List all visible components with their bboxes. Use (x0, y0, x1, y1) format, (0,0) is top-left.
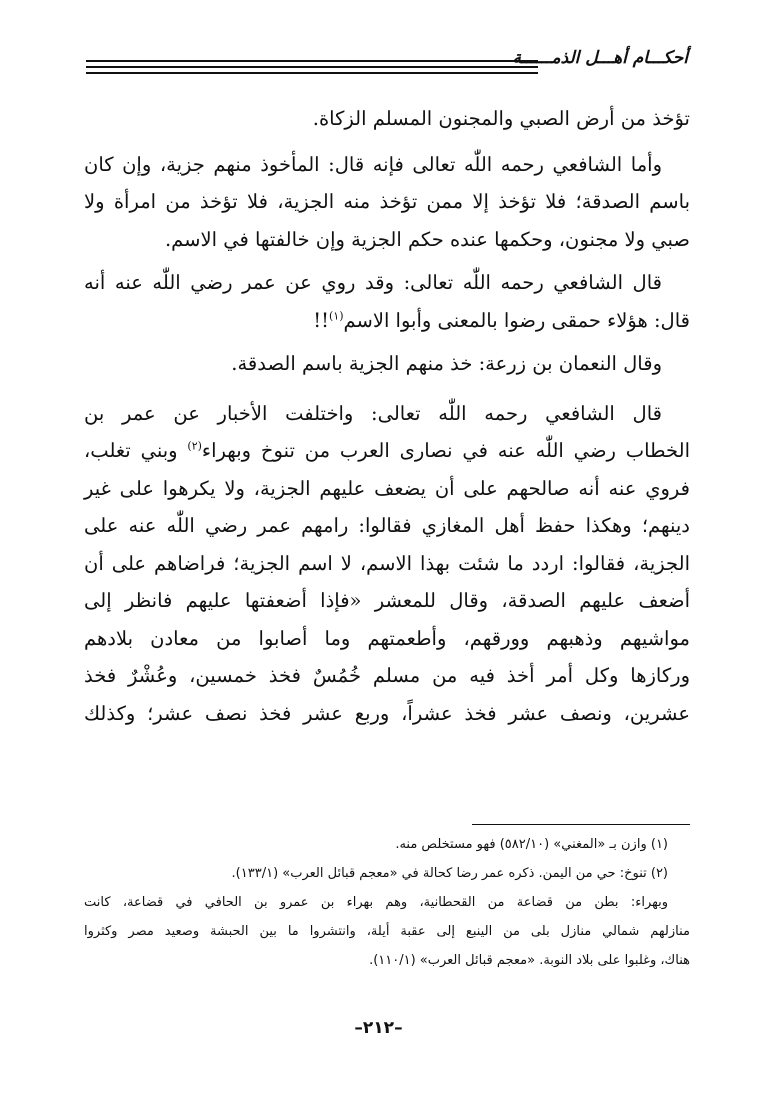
paragraph-4 (84, 345, 690, 383)
paragraph-1 (84, 100, 690, 138)
footnote-separator (472, 824, 690, 825)
paragraph-3-continued (84, 302, 690, 340)
text-segment: وبني تغلب، (84, 439, 188, 462)
text-segment: !! (313, 308, 329, 332)
paragraph-2-continued (84, 183, 690, 258)
text-line: قال الشافعي رحمه اللّٰه تعالى: وقد روي عن عمر رضي اللّٰه عنه أنه (84, 271, 662, 294)
footnote-2-continued (84, 888, 690, 975)
text-line: دينهم؛ وهكذا حفظ أهل المغازي فقالوا: رامهم عمر رضي اللّٰه عنه على (84, 514, 690, 537)
footnote-text: وبهراء: بطن من قضاعة من القحطانية، وهم بهراء بن عمرو بن الحافي في قضاعة، كانت (84, 895, 668, 910)
text-line: الجزية، فقالوا: اردد ما شئت بهذا الاسم، لا اسم الجزية؛ فراضاهم على أن (84, 551, 690, 575)
main-text (84, 100, 690, 732)
text-line: صبي ولا مجنون، وحكمها عنده حكم الجزية وإن خالفتها في الاسم. (164, 227, 690, 251)
footnote-text: منازلهم شمالي منازل بلى من الينبع إلى عقبة أيلة، وانتشروا ما بين الحبشة وصعيد مصر وكثروا (84, 924, 690, 939)
running-header-title: أحكـــام أهـــل الذمــــــة (512, 48, 688, 68)
page-number: –٢١٢– (354, 1018, 403, 1038)
text-line: باسم الصدقة؛ فلا تؤخذ إلا ممن تؤخذ منه الجزية، فلا تؤخذ من امرأة ولا (84, 190, 690, 213)
text-segment: الخطاب رضي اللّٰه عنه في نصارى العرب من تنوخ وبهراء (201, 439, 690, 462)
footnote-ref-1: (١) (328, 309, 344, 322)
text-line: قال الشافعي رحمه اللّٰه تعالى: واختلفت الأخبار عن عمر بن (84, 401, 662, 425)
header-rule (86, 66, 538, 68)
text-line: وأما الشافعي رحمه اللّٰه تعالى فإنه قال: المأخوذ منهم جزية، وإن كان (84, 152, 662, 176)
footnote-text: (١) وازن بـ «المغني» (٥٨٢/١٠) فهو مستخلص منه. (395, 837, 668, 852)
footnote-ref-2: (٢) (187, 439, 202, 453)
header-rule (86, 60, 538, 62)
text-line (84, 432, 690, 470)
text-line: تؤخذ من أرض الصبي والمجنون المسلم الزكاة. (312, 107, 690, 130)
footnote-text: هناك، وغلبوا على بلاد النوبة. «معجم قبائل العرب» (١١٠/١). (369, 953, 690, 968)
footnote-text: (٢) تنوخ: حي من اليمن. ذكره عمر رضا كحالة في «معجم قبائل العرب» (١٣٣/١). (231, 866, 668, 881)
text-line: فروي عنه أنه صالحهم على أن يضعف عليهم الجزية، ولا يكرهوا على غير (84, 476, 690, 500)
footnote-1 (84, 830, 690, 859)
text-line: وقال النعمان بن زرعة: خذ منهم الجزية باسم الصدقة. (231, 352, 662, 375)
footnotes (84, 830, 690, 975)
text-line: وركازها وكل أمر أخذ فيه من مسلم خُمُسٌ فخذ خمسين، وعُشْرٌ فخذ (84, 664, 690, 687)
text-line: عشرين، ونصف عشر فخذ عشراً، وربع عشر فخذ نصف عشر؛ وكذلك (84, 701, 690, 725)
footnote-2 (84, 859, 690, 888)
text-line (84, 302, 690, 340)
text-line: مواشيهم وذهبهم وورقهم، وأطعمتهم وما أصابوا من معادن بلادهم (84, 626, 690, 650)
paragraph-3 (84, 264, 690, 302)
text-segment: قال: هؤلاء حمقى رضوا بالمعنى وأبوا الاسم (343, 308, 690, 332)
text-line: أضعف عليهم الصدقة، وقال للمعشر «فإذا أضعفتها عليهم فانظر إلى (84, 589, 690, 612)
paragraph-5-continued (84, 432, 690, 732)
paragraph-2 (84, 146, 690, 184)
paragraph-5 (84, 395, 690, 433)
header-rule (86, 72, 538, 74)
running-header (86, 46, 688, 86)
